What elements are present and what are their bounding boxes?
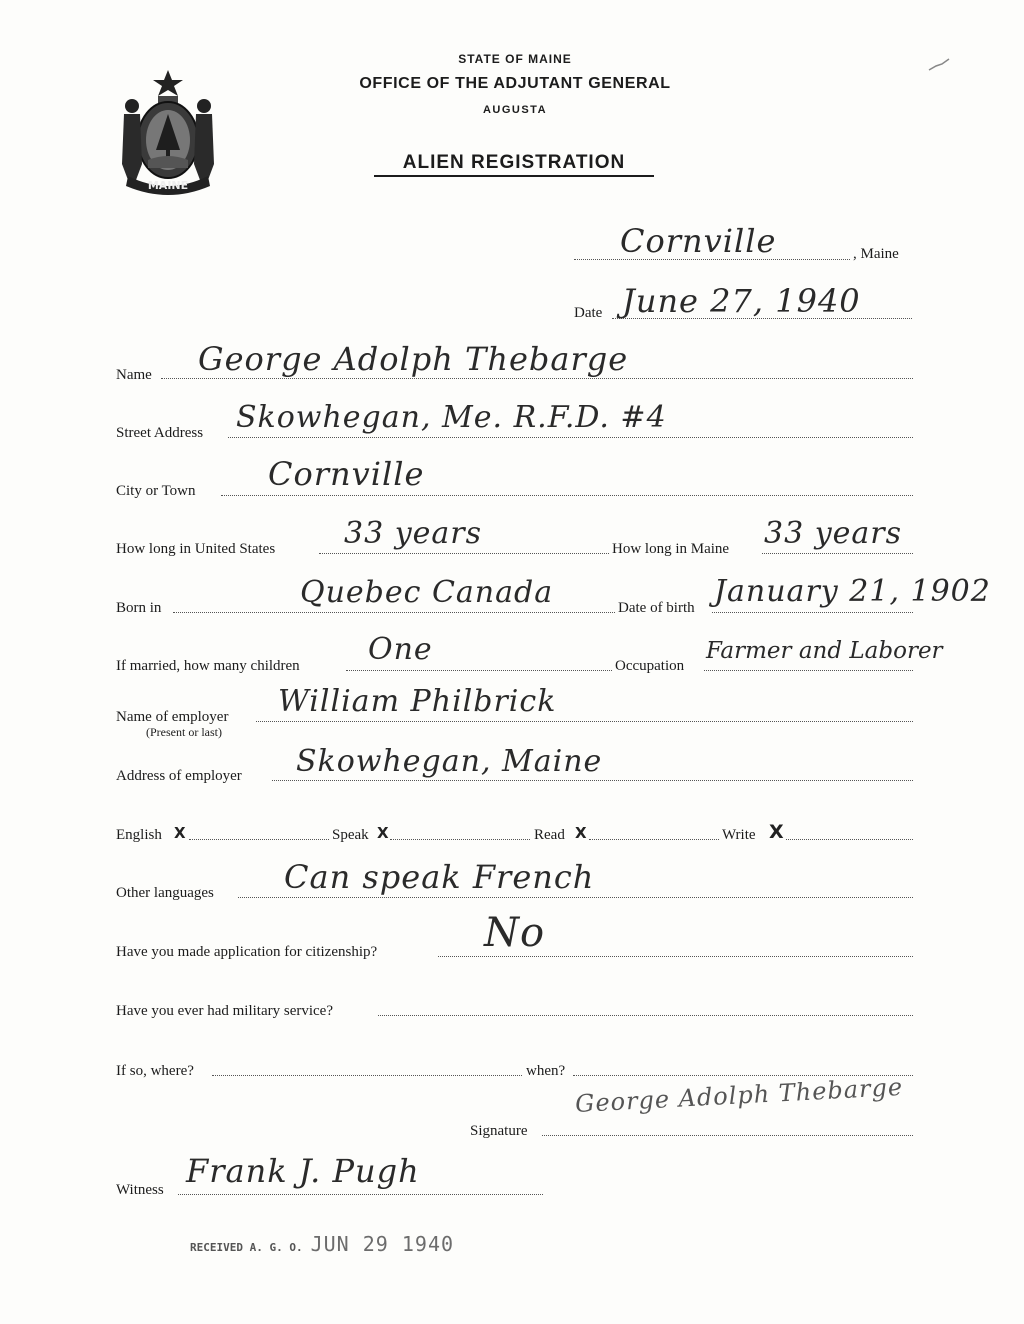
- city-town-value: Cornville: [268, 455, 425, 493]
- children-label: If married, how many children: [116, 658, 300, 674]
- city-heading: AUGUSTA: [482, 104, 548, 116]
- children-value: One: [368, 632, 433, 667]
- english-label: English: [116, 827, 162, 843]
- children-line: [346, 670, 612, 671]
- street-address-line: [228, 437, 913, 438]
- employer-address-line: [272, 780, 913, 781]
- citizenship-line: [438, 956, 913, 957]
- english-mark: X: [174, 824, 186, 842]
- town-suffix: , Maine: [853, 246, 899, 262]
- stamp-prefix: RECEIVED A. G. O.: [190, 1241, 303, 1254]
- where-line: [212, 1075, 522, 1076]
- speak-line: [390, 839, 530, 840]
- name-label: Name: [116, 367, 152, 383]
- city-town-line: [221, 495, 913, 496]
- born-in-line: [173, 612, 615, 613]
- read-label: Read: [534, 827, 565, 843]
- street-address-label: Street Address: [116, 425, 204, 441]
- born-in-label: Born in: [116, 600, 162, 616]
- witness-value: Frank J. Pugh: [186, 1152, 420, 1190]
- signature-label: Signature: [470, 1123, 528, 1139]
- date-of-birth-value: January 21, 1902: [714, 574, 991, 609]
- received-stamp: [190, 1232, 454, 1256]
- how-long-us-line: [319, 553, 609, 554]
- employer-line: [256, 721, 913, 722]
- military-line: [378, 1015, 913, 1016]
- form-title: ALIEN REGISTRATION: [374, 152, 654, 177]
- occupation-line: [704, 670, 913, 671]
- occupation-value: Farmer and Laborer: [706, 638, 943, 664]
- write-mark: X: [769, 821, 784, 843]
- date-value: June 27, 1940: [622, 282, 861, 320]
- stamp-date: JUN 29 1940: [310, 1232, 455, 1256]
- occupation-label: Occupation: [615, 658, 685, 674]
- citizenship-label: Have you made application for citizenship?: [116, 944, 378, 960]
- write-line: [786, 839, 913, 840]
- name-line: [161, 378, 913, 379]
- where-label: If so, where?: [116, 1063, 194, 1079]
- name-value: George Adolph Thebarge: [198, 340, 629, 378]
- speak-mark: X: [377, 824, 389, 842]
- seal-label: MAINE: [147, 179, 189, 192]
- street-address-value: Skowhegan, Me. R.F.D. #4: [236, 400, 667, 435]
- write-label: Write: [722, 827, 756, 843]
- military-label: Have you ever had military service?: [116, 1003, 333, 1019]
- born-in-value: Quebec Canada: [300, 575, 554, 610]
- date-of-birth-line: [712, 612, 913, 613]
- english-line: [189, 839, 329, 840]
- signature-line: [542, 1135, 913, 1136]
- citizenship-value: No: [484, 910, 546, 956]
- when-label: when?: [526, 1063, 566, 1079]
- state-heading: STATE OF MAINE: [458, 52, 572, 66]
- employer-label: Name of employer: [116, 709, 229, 725]
- how-long-us-label: How long in United States: [116, 541, 276, 557]
- other-languages-line: [238, 897, 913, 898]
- how-long-maine-label: How long in Maine: [612, 541, 730, 557]
- other-languages-value: Can speak French: [284, 858, 595, 896]
- date-label: Date: [574, 305, 603, 321]
- how-long-maine-line: [762, 553, 913, 554]
- how-long-us-value: 33 years: [344, 516, 483, 551]
- witness-line: [178, 1194, 543, 1195]
- employer-value: William Philbrick: [278, 684, 557, 719]
- town-value: Cornville: [620, 222, 777, 260]
- read-mark: X: [575, 824, 587, 842]
- witness-label: Witness: [116, 1182, 164, 1198]
- employer-sublabel: (Present or last): [146, 725, 222, 739]
- other-languages-label: Other languages: [116, 885, 214, 901]
- office-heading: OFFICE OF THE ADJUTANT GENERAL: [359, 75, 671, 92]
- how-long-maine-value: 33 years: [764, 516, 903, 551]
- employer-address-label: Address of employer: [116, 768, 242, 784]
- speak-label: Speak: [332, 827, 369, 843]
- city-town-label: City or Town: [116, 483, 196, 499]
- signature-value: George Adolph Thebarge: [574, 1072, 904, 1118]
- date-of-birth-label: Date of birth: [618, 600, 695, 616]
- read-line: [589, 839, 719, 840]
- employer-address-value: Skowhegan, Maine: [296, 744, 603, 779]
